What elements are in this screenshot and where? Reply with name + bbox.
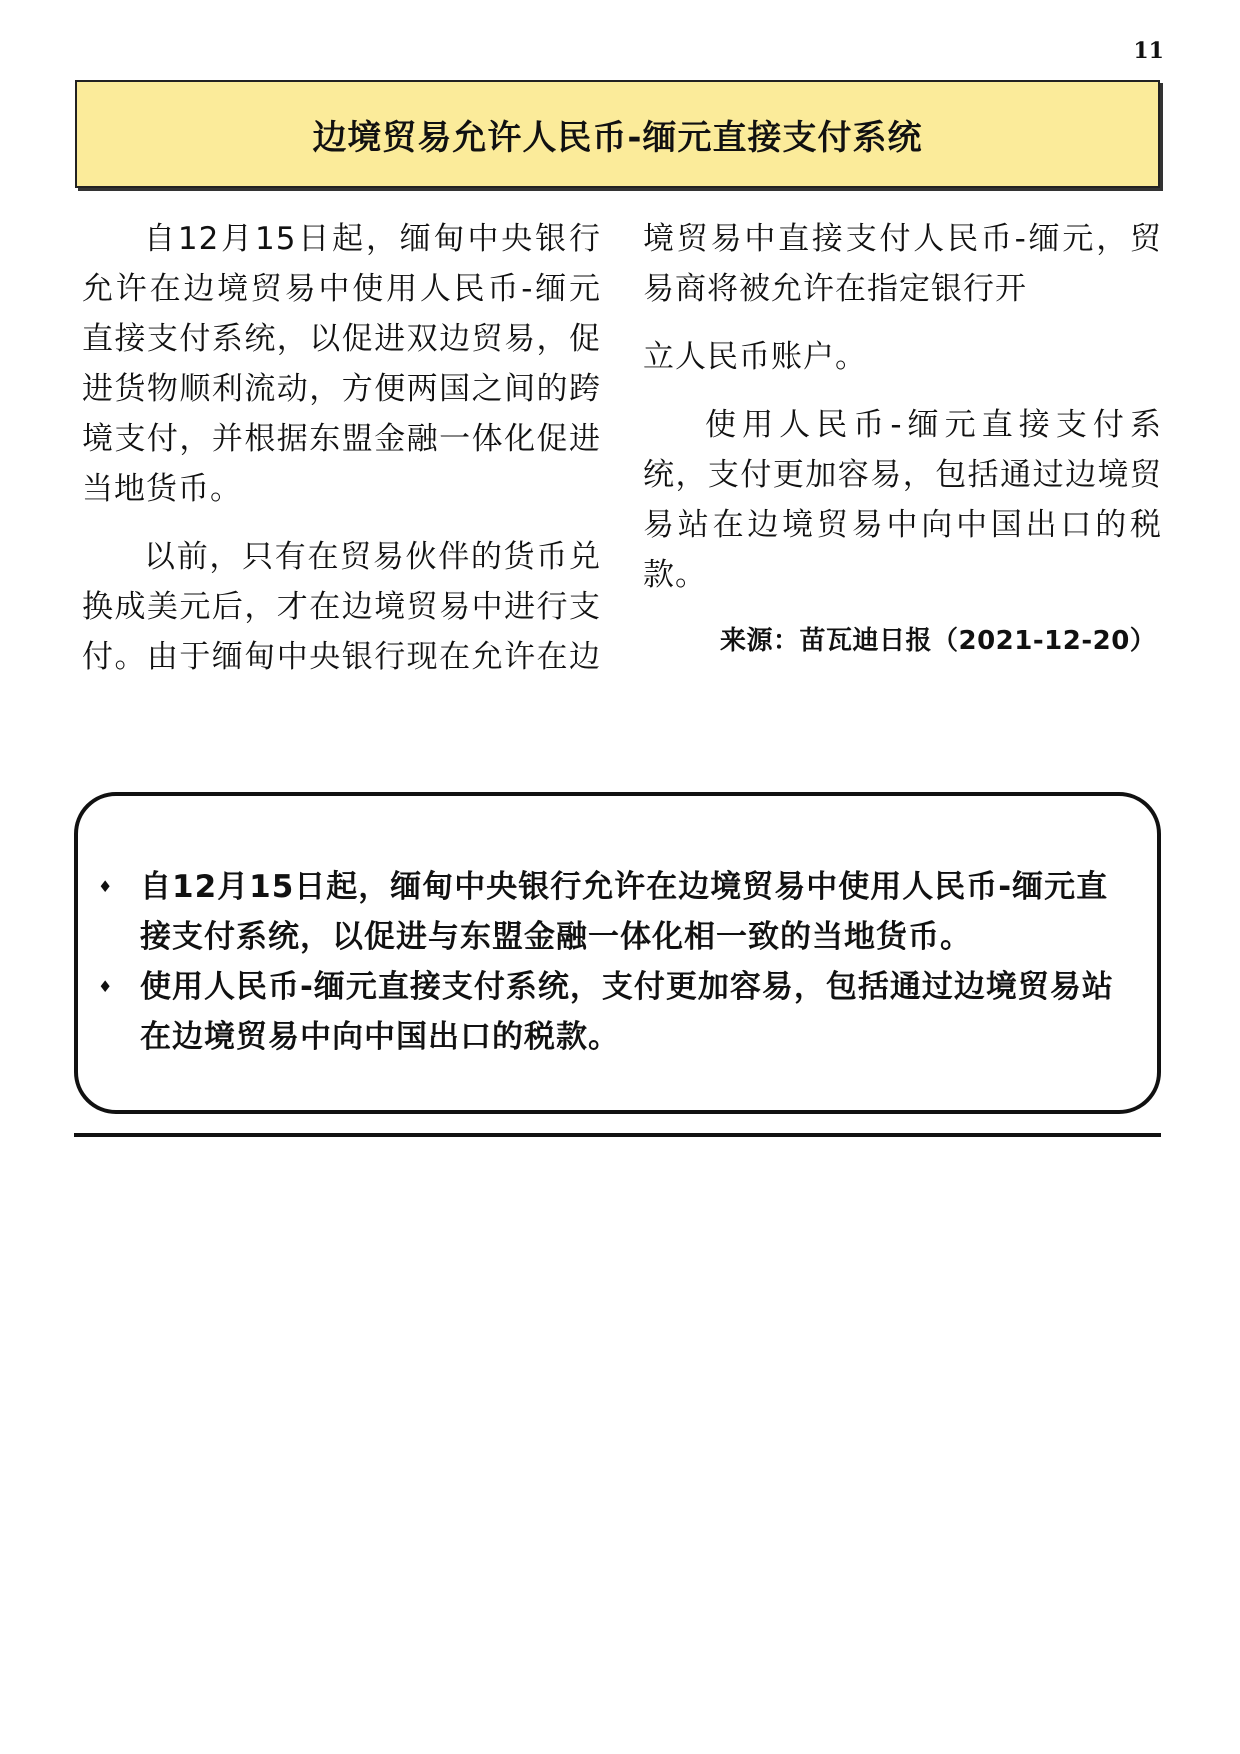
summary-item-text: 使用人民币-缅元直接支付系统，支付更加容易，包括通过边境贸易站在边境贸易中向中国出口的税款。 xyxy=(140,969,1114,1055)
summary-item-text: 自12月15日起，缅甸中央银行允许在边境贸易中使用人民币-缅元直接支付系统，以促进与东盟金融一体化相一致的当地货币。 xyxy=(140,869,1109,955)
article-body xyxy=(82,214,1162,774)
diamond-bullet-icon: ♦ xyxy=(98,877,114,896)
article-source: 来源：苗瓦迪日报（2021-12-20） xyxy=(720,626,1157,656)
summary-item xyxy=(98,962,1133,1062)
summary-list xyxy=(98,862,1133,1062)
article-paragraph-3: 使用人民币-缅元直接支付系统，支付更加容易，包括通过边境贸易站在边境贸易中向中国出口的税款。 xyxy=(643,407,1162,593)
diamond-bullet-icon: ♦ xyxy=(98,977,114,996)
section-divider xyxy=(74,1133,1161,1137)
article-paragraph-2: 以前，只有在贸易伙伴的货币兑换成美元后，才在边境贸易中进行支付。由于缅甸中央银行现在允许在边境贸易中直接支付人民币-缅元，贸易商将被允许在指定银行开 xyxy=(82,221,1162,675)
summary-item xyxy=(98,862,1133,962)
summary-box xyxy=(74,792,1161,1114)
page-number: 11 xyxy=(1133,38,1164,64)
page-title: 边境贸易允许人民币-缅元直接支付系统 xyxy=(312,117,923,158)
article-paragraph-1: 自12月15日起，缅甸中央银行允许在边境贸易中使用人民币-缅元直接支付系统，以促进双边贸易，促进货物顺利流动，方便两国之间的跨境支付，并根据东盟金融一体化促进当地货币。 xyxy=(82,221,601,507)
title-banner xyxy=(75,80,1160,188)
article-paragraph-2-continued: 立人民币账户。 xyxy=(643,339,867,375)
